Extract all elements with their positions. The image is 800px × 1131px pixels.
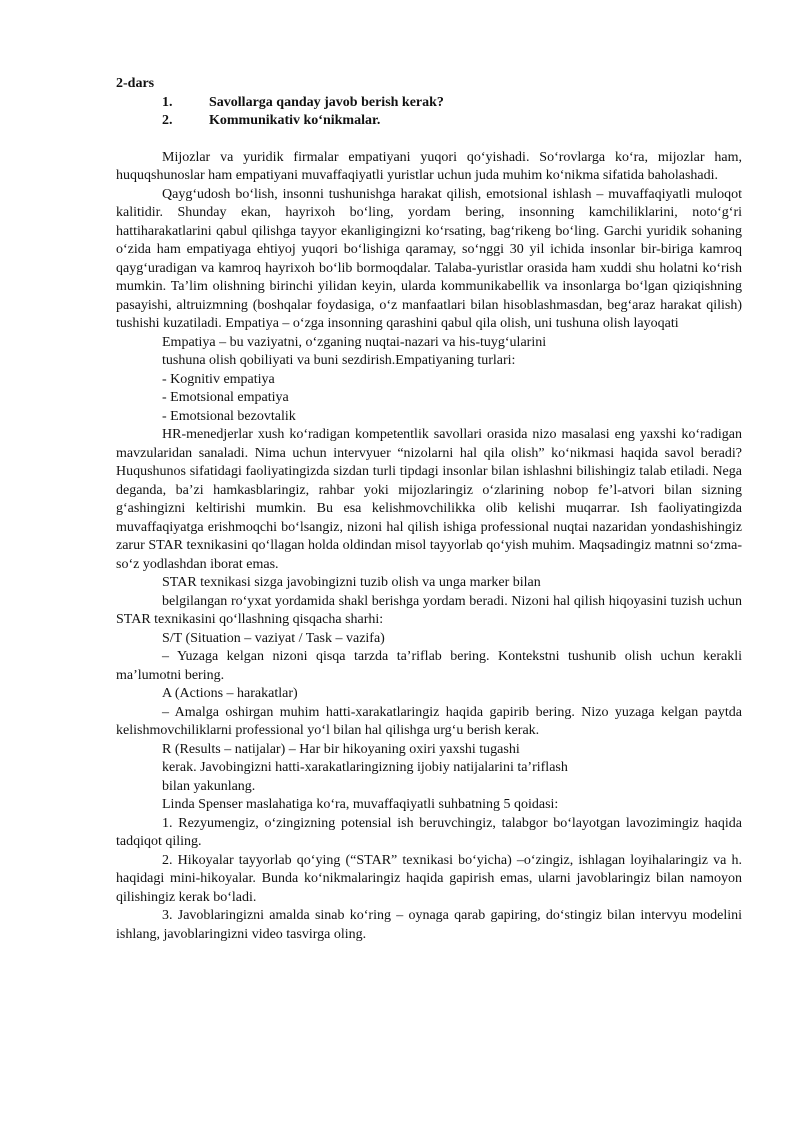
list-item-empathy-type: - Emotsional bezovtalik	[162, 408, 296, 424]
question-1	[116, 94, 742, 113]
question-text: Savollarga qanday javob berish kerak?	[209, 94, 444, 110]
paragraph-3-line-2: tushuna olish qobiliyati va buni sezdirish.Empatiyaning turlari:	[162, 353, 516, 368]
paragraph-2: Qayg‘udosh bo‘lish, insonni tushunishga harakat qilish, emotsional ishlash – muvaffaqiyatli muloqot kalitidir. Shunday ekan, hayrixoh bo‘ling, yordam bering, insonning kamchiliklarini, noto‘g‘ri hattiharakatlarini qabul qilishga tayyor ekanligingizni ko‘rsating, bag‘rikeng bo‘ling. Garchi yuridik sohaning o‘zida ham empatiyaga ehtiyoj yuqori bo‘lishiga qaramay, so‘nggi 30 yil ichida insonlar bir-biriga kamroq qayg‘uradigan va kamroq hayrixoh bo‘lib bormoqdalar. Talaba-yuristlar orasida ham xuddi shu holatni ko‘rish mumkin. Ta’lim olishning birinchi yilidan keyin, ularda kommunikabellik va insonlarga bo‘lgan qiziqishning pasayishi, altruizmning (boshqalar foydasiga, o‘z manfaatlari bilan hisoblashmasdan, beg‘araz harakat qilish) tushishi kuzatiladi. Empatiya – o‘zga insonning qarashini qabul qila olish, uni tushuna olish layoqati	[116, 186, 742, 331]
star-r-line-1: R (Results – natijalar) – Har bir hikoyaning oxiri yaxshi tugashi	[162, 741, 520, 757]
paragraph-4: HR-menedjerlar xush ko‘radigan kompetentlik savollari orasida nizo masalasi eng yaxshi ko‘radigan mavzularidan sanaladi. Nima uchun intervyuer “nizolarni hal qila olish” ko‘nikmasi haqida savol beradi?Huqushunos sifatidagi faoliyatingizda sizdan turli tipdagi insonlar bilan ishlashni bilishingiz talab etiladi. Nega deganda, ba’zi hamkasblaringiz, rahbar yoki mijozlaringiz o‘zlarining nobop fe’l-atvori bilan sizning g‘ashingizni keltirishi mumkin. Bu esa kelishmovchilikka olib kelishi muqarrar. Ish faoliyatingizda muvaffaqiyatga erishmoqchi bo‘lsangiz, nizoni hal qilish ishiga professional nuqtai nazaridan yondashishingiz zarur STAR texnikasini qo‘llagan holda oldindan misol tayyorlab qo‘yish muhim. Maqsadingiz matnni so‘zma-so‘z yodlashdan iborat emas.	[116, 427, 742, 572]
spenser-intro: Linda Spenser maslahatiga ko‘ra, muvaffaqiyatli suhbatning 5 qoidasi:	[162, 797, 559, 812]
star-r-line-2: kerak. Javobingizni hatti-xarakatlaringizning ijobiy natijalarini ta’riflash	[162, 760, 568, 775]
paragraph-3-line-1: Empatiya – bu vaziyatni, o‘zganing nuqtai-nazari va his-tuyg‘ularini	[162, 334, 547, 350]
paragraph-1: Mijozlar va yuridik firmalar empatiyani yuqori qo‘yishadi. So‘rovlarga ko‘ra, mijozlar ham, huquqshunoslar ham empatiyani muvaffaqiyatli yuristlar uchun juda muhim ko‘nikma sifatida baholashadi.	[116, 149, 742, 183]
question-2	[116, 112, 742, 131]
rule-item: 3. Javoblaringizni amalda sinab ko‘ring – oynaga qarab gapiring, do‘stingiz bilan intervyu modelini ishlang, javoblaringizni video tasvirga oling.	[116, 908, 742, 942]
spacer	[116, 131, 742, 149]
question-text: Kommunikativ ko‘nikmalar.	[209, 113, 381, 128]
rule-item: 2. Hikoyalar tayyorlab qo‘ying (“STAR” texnikasi bo‘yicha) –o‘zingiz, ishlagan loyihalaringiz va h. haqidagi mini-hikoyalar. Bunda ko‘nikmalaringiz haqida gapirish emas, ularni javoblaringiz bilan namoyon qilishingiz kerak bo‘ladi.	[116, 852, 742, 905]
star-st-title: S/T (Situation – vaziyat / Task – vazifa)	[162, 630, 385, 646]
star-r-line-3: bilan yakunlang.	[162, 778, 256, 794]
paragraph-5-line-1: STAR texnikasi sizga javobingizni tuzib olish va unga marker bilan	[162, 575, 541, 590]
question-number: 1.	[162, 94, 173, 110]
lesson-title: 2-dars	[116, 76, 155, 91]
star-a-text: – Amalga oshirgan muhim hatti-xarakatlaringiz haqida gapirib bering. Nizo yuzaga kelgan paytda kelishmovchiliklarni professional yo‘l bilan hal qilishga urg‘u berish kerak.	[116, 704, 742, 738]
rule-item: 1. Rezyumengiz, o‘zingizning potensial ish beruvchingiz, talabgor bo‘layotgan lavozimingiz haqida tadqiqot qiling.	[116, 815, 742, 849]
document-page	[116, 75, 742, 944]
paragraph-5-rest: belgilangan ro‘yxat yordamida shakl berishga yordam beradi. Nizoni hal qilish hiqoyasini tuzish uchun STAR texnikasini qo‘llashning qisqacha sharhi:	[116, 593, 742, 627]
list-item-empathy-type: - Emotsional empatiya	[162, 390, 289, 405]
question-number: 2.	[162, 113, 173, 128]
star-a-title: A (Actions – harakatlar)	[162, 686, 298, 701]
star-st-text: – Yuzaga kelgan nizoni qisqa tarzda ta’riflab bering. Kontekstni tushunib olish uchun kerakli ma’lumotni bering.	[116, 649, 742, 683]
list-item-empathy-type: - Kognitiv empatiya	[162, 371, 275, 387]
